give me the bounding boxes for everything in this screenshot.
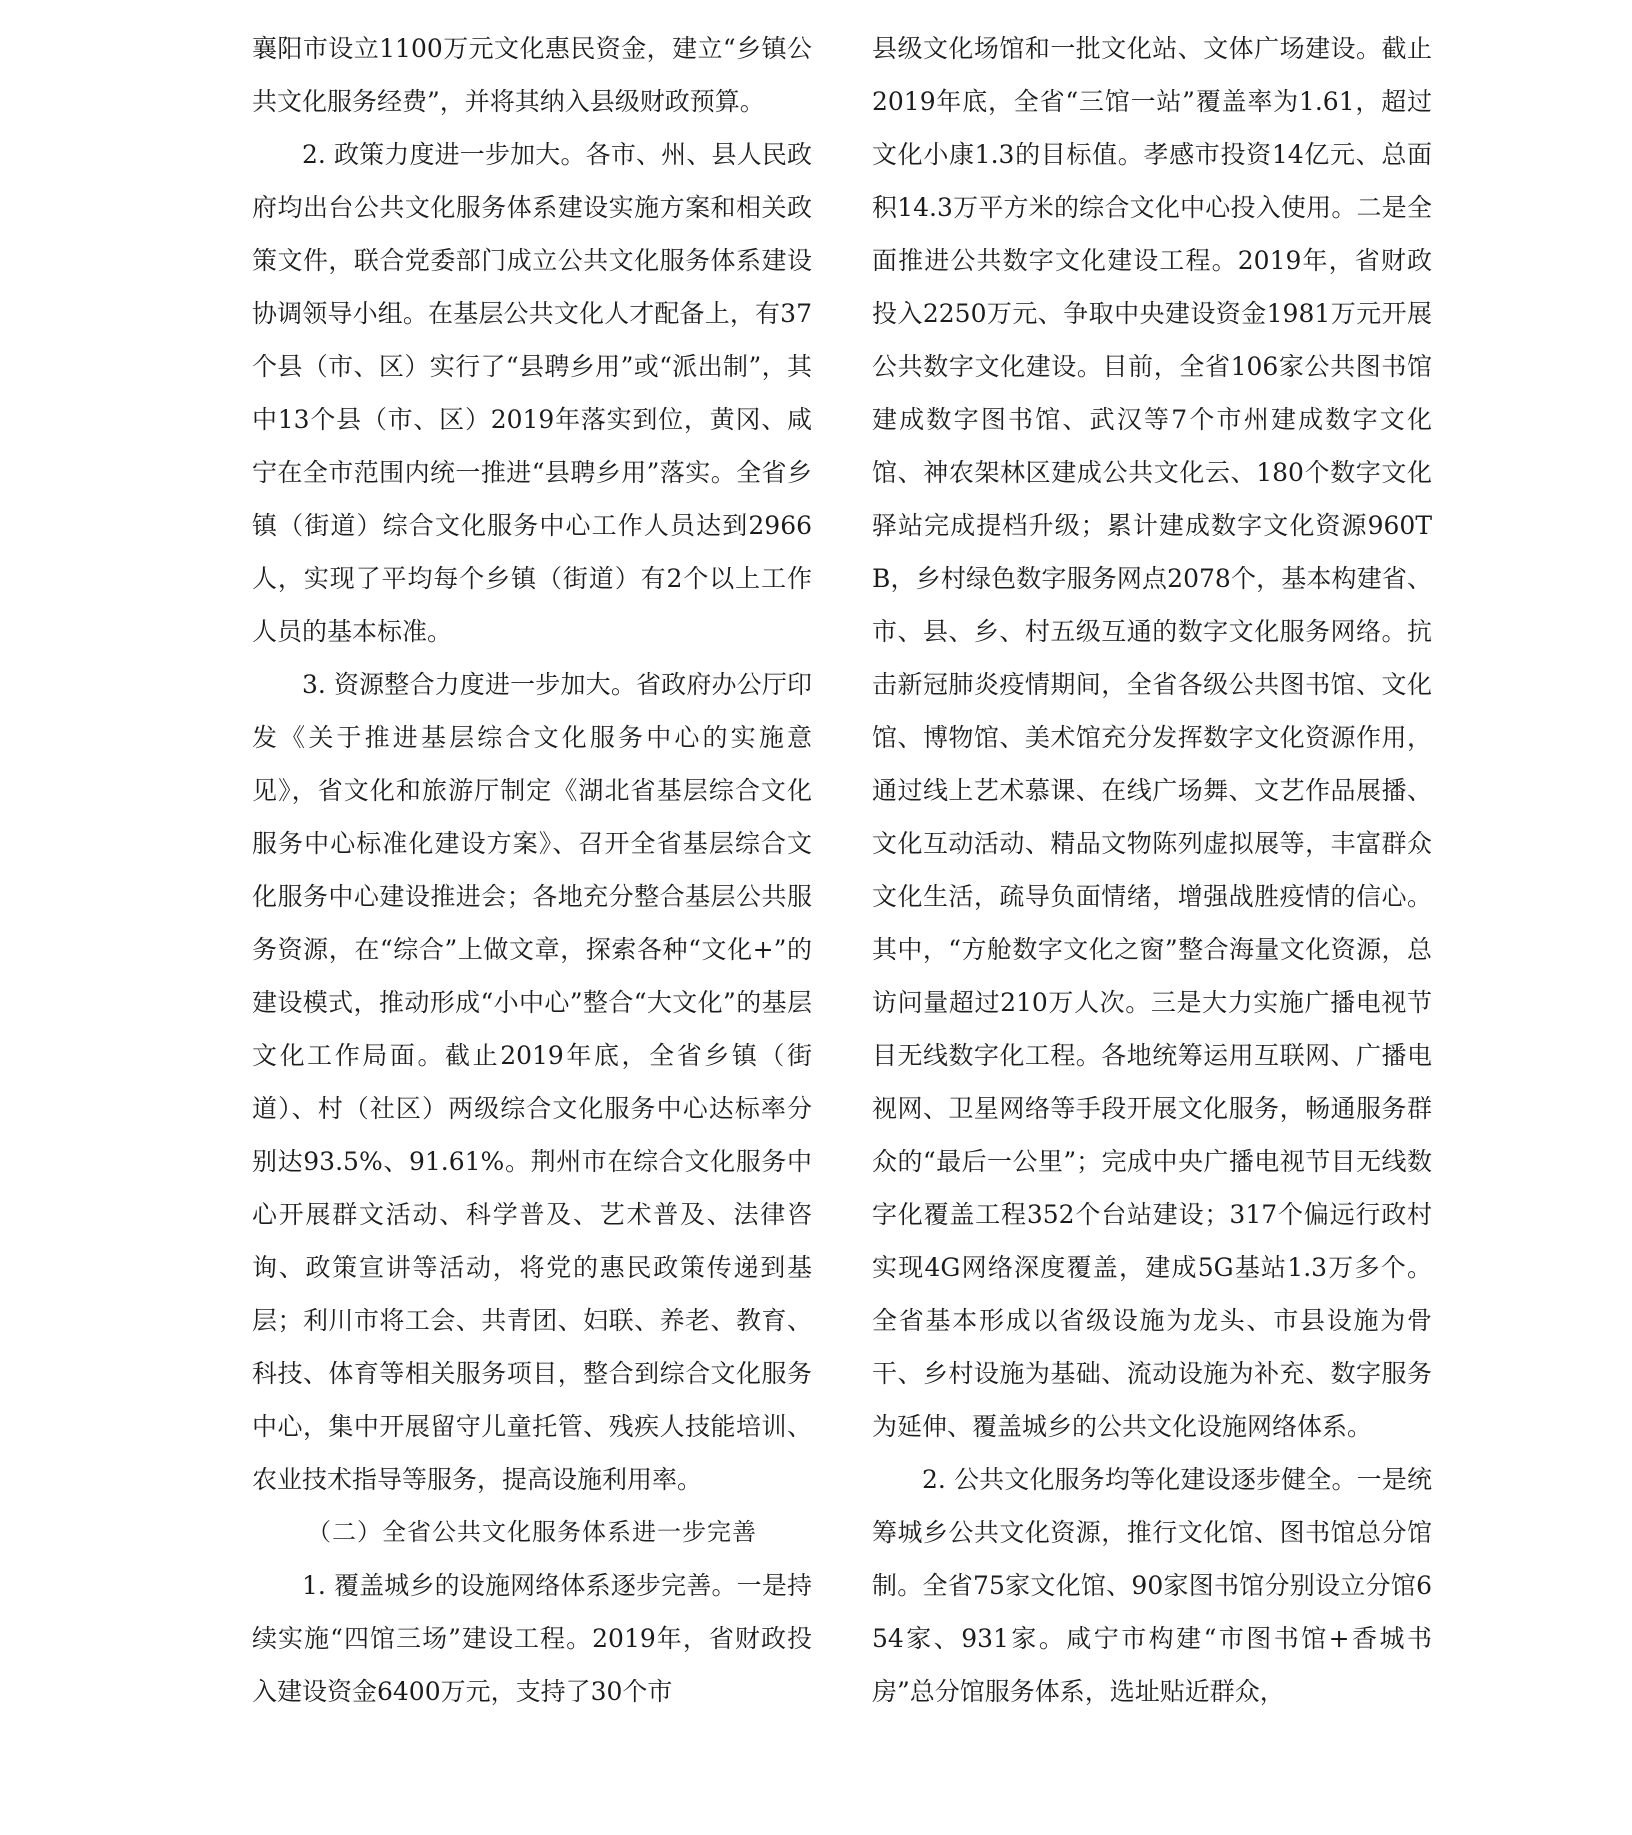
paragraph-xiangyang-funding: 襄阳市设立1100万元文化惠民资金，建立“乡镇公共文化服务经费”，并将其纳入县级财政预算。 bbox=[252, 34, 812, 116]
paragraph-facility-network: 1. 覆盖城乡的设施网络体系逐步完善。一是持续实施“四馆三场”建设工程。2019年，省财政投入建设资金6400万元，支持了30个市 bbox=[252, 1571, 812, 1706]
paragraph-equalization: 2. 公共文化服务均等化建设逐步健全。一是统筹城乡公共文化资源，推行文化馆、图书馆总分馆制。全省75家文化馆、90家图书馆分别设立分馆654家、931家。咸宁市构建“市图书馆+香城书房”总分馆服务体系，选址贴近群众， bbox=[872, 1465, 1432, 1706]
section-heading: （二）全省公共文化服务体系进一步完善 bbox=[307, 1518, 757, 1546]
paragraph-digital-culture: 县级文化场馆和一批文化站、文体广场建设。截止2019年底，全省“三馆一站”覆盖率为1.61，超过文化小康1.3的目标值。孝感市投资14亿元、总面积14.3万平方米的综合文化中心投入使用。二是全面推进公共数字文化建设工程。2019年，省财政投入2250万元、争取中央建设资金1981万元开展公共数字文化建设。目前，全省106家公共图书馆建成数字图书馆、武汉等7个市州建成数字文化馆、神农架林区建成公共文化云、180个数字文化驿站完成提档升级；累计建成数字文化资源960TB，乡村绿色数字服务网点2078个，基本构建省、市、县、乡、村五级互通的数字文化服务网络。抗击新冠肺炎疫情期间，全省各级公共图书馆、文化馆、博物馆、美术馆充分发挥数字文化资源作用，通过线上艺术慕课、在线广场舞、文艺作品展播、文化互动活动、精品文物陈列虚拟展等，丰富群众文化生活，疏导负面情绪，增强战胜疫情的信心。其中，“方舱数字文化之窗”整合海量文化资源，总访问量超过210万人次。三是大力实施广播电视节目无线数字化工程。各地统筹运用互联网、广播电视网、卫星网络等手段开展文化服务，畅通服务群众的“最后一公里”；完成中央广播电视节目无线数字化覆盖工程352个台站建设；317个偏远行政村实现4G网络深度覆盖，建成5G基站1.3万多个。全省基本形成以省级设施为龙头、市县设施为骨干、乡村设施为基础、流动设施为补充、数字服务为延伸、覆盖城乡的公共文化设施网络体系。 bbox=[872, 34, 1432, 1441]
paragraph-policy-strength: 2. 政策力度进一步加大。各市、州、县人民政府均出台公共文化服务体系建设实施方案和相关政策文件，联合党委部门成立公共文化服务体系建设协调领导小组。在基层公共文化人才配备上，有37个县（市、区）实行了“县聘乡用”或“派出制”，其中13个县（市、区）2019年落实到位，黄冈、咸宁在全市范围内统一推进“县聘乡用”落实。全省乡镇（街道）综合文化服务中心工作人员达到2966人，实现了平均每个乡镇（街道）有2个以上工作人员的基本标准。 bbox=[252, 140, 812, 646]
right-column bbox=[872, 22, 1432, 1718]
paragraph-resource-integration: 3. 资源整合力度进一步加大。省政府办公厅印发《关于推进基层综合文化服务中心的实施意见》，省文化和旅游厅制定《湖北省基层综合文化服务中心标准化建设方案》、召开全省基层综合文化服务中心建设推进会；各地充分整合基层公共服务资源，在“综合”上做文章，探索各种“文化+”的建设模式，推动形成“小中心”整合“大文化”的基层文化工作局面。截止2019年底，全省乡镇（街道）、村（社区）两级综合文化服务中心达标率分别达93.5%、91.61%。荆州市在综合文化服务中心开展群文活动、科学普及、艺术普及、法律咨询、政策宣讲等活动，将党的惠民政策传递到基层；利川市将工会、共青团、妇联、养老、教育、科技、体育等相关服务项目，整合到综合文化服务中心，集中开展留守儿童托管、残疾人技能培训、农业技术指导等服务，提高设施利用率。 bbox=[252, 670, 812, 1494]
left-column bbox=[252, 22, 812, 1718]
